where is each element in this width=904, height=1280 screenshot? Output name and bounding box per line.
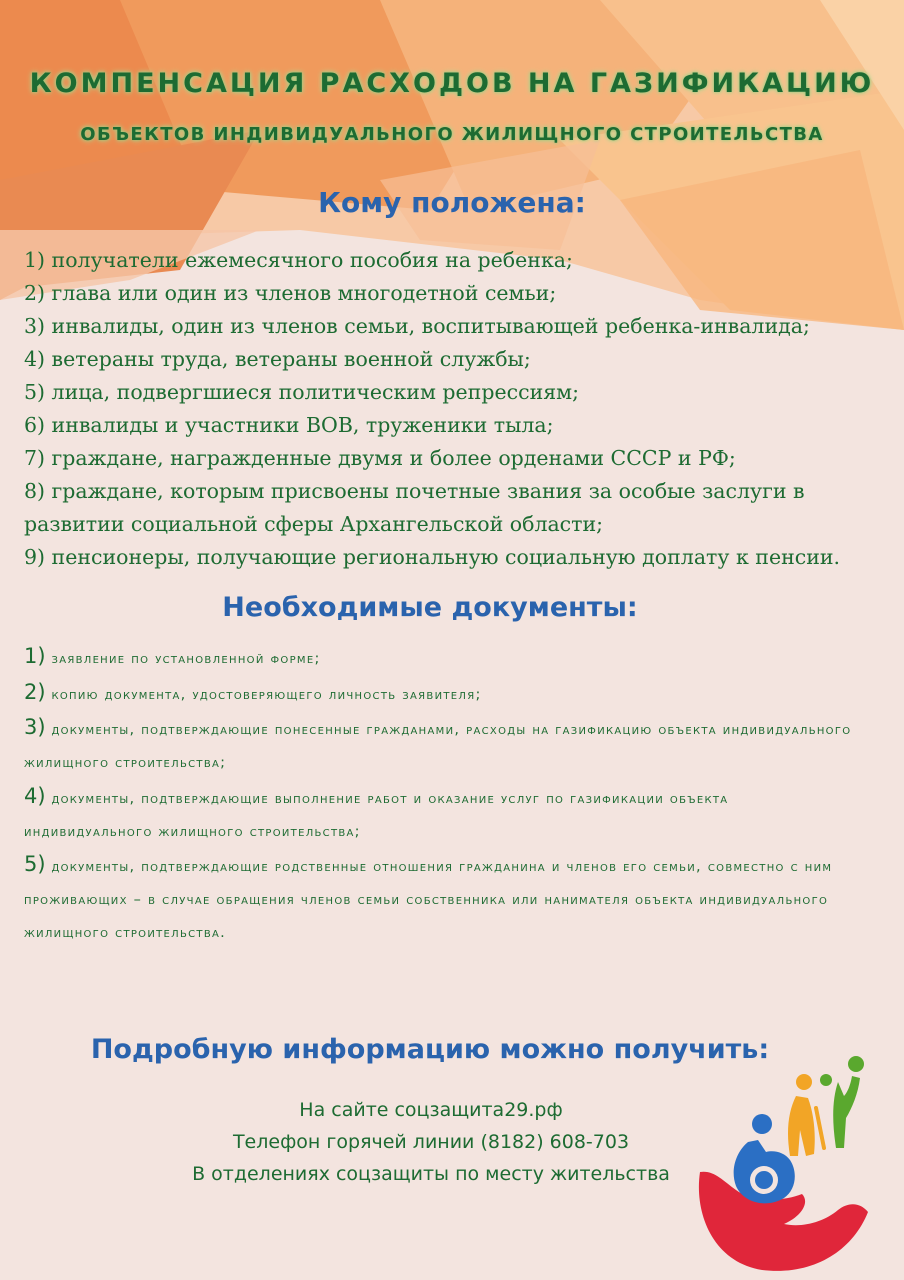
document-item-text: документы, подтверждающие родственные отношения гражданина и членов его семьи, совместно с ним проживающих – в случае обращения членов семьи собственника или нанимателя объекта индивидуального жилищного строительства.	[24, 859, 833, 941]
eligibility-item-2: 2) глава или один из членов многодетной семьи;	[24, 281, 557, 305]
document-item-text: копию документа, удостоверяющего личность заявителя;	[51, 686, 482, 703]
eligibility-item-4: 4) ветераны труда, ветераны военной службы;	[24, 347, 531, 371]
eligibility-item-9: 9) пенсионеры, получающие региональную социальную доплату к пенсии.	[24, 545, 841, 569]
page-title-line1: КОМПЕНСАЦИЯ РАСХОДОВ НА ГАЗИФИКАЦИЮ	[29, 68, 875, 99]
document-item-text: документы, подтверждающие выполнение работ и оказание услуг по газификации объекта индивидуального жилищного строительства;	[24, 790, 729, 840]
document-item-text: документы, подтверждающие понесенные гражданами, расходы на газификацию объекта индивидуального жилищного строительства;	[24, 722, 852, 772]
document-item-text: заявление по установленной форме;	[51, 651, 321, 667]
eligibility-item-1: 1) получатели ежемесячного пособия на ребенка;	[24, 248, 573, 272]
page-title-line2: ОБЪЕКТОВ ИНДИВИДУАЛЬНОГО ЖИЛИЩНОГО СТРОИТЕЛЬСТВА	[80, 124, 824, 145]
eligibility-heading: Кому положена:	[318, 186, 586, 219]
document-item-number: 2)	[24, 679, 46, 704]
eligibility-item-3: 3) инвалиды, один из членов семьи, воспитывающей ребенка-инвалида;	[24, 314, 810, 338]
document-item-number: 1)	[24, 644, 46, 668]
document-item-number: 5)	[24, 852, 46, 877]
document-item-4	[24, 780, 854, 848]
eligibility-item-8: 8) граждане, которым присвоены почетные звания за особые заслуги в развитии социальной сферы Архангельской области;	[24, 479, 805, 536]
contacts-heading: Подробную информацию можно получить:	[90, 1034, 770, 1065]
document-item-number: 3)	[24, 715, 46, 740]
contact-hotline: Телефон горячей линии (8182) 608-703	[232, 1131, 630, 1153]
document-item-2	[24, 676, 854, 712]
documents-heading: Необходимые документы:	[222, 592, 638, 623]
documents-list	[24, 640, 854, 949]
document-item-1	[24, 640, 854, 676]
eligibility-item-7: 7) граждане, награжденные двумя и более орденами СССР и РФ;	[24, 446, 736, 470]
document-item-5	[24, 848, 854, 949]
document-item-number: 4)	[24, 783, 46, 808]
eligibility-item-6: 6) инвалиды и участники ВОВ, труженики тыла;	[24, 413, 554, 437]
eligibility-list	[24, 244, 894, 574]
contact-website: На сайте соцзащита29.рф	[299, 1099, 563, 1121]
eligibility-item-5: 5) лица, подвергшиеся политическим репрессиям;	[24, 380, 580, 404]
social-protection-logo-icon	[692, 1052, 872, 1274]
document-item-3	[24, 711, 854, 779]
contact-offices: В отделениях соцзащиты по месту жительства	[192, 1163, 670, 1185]
